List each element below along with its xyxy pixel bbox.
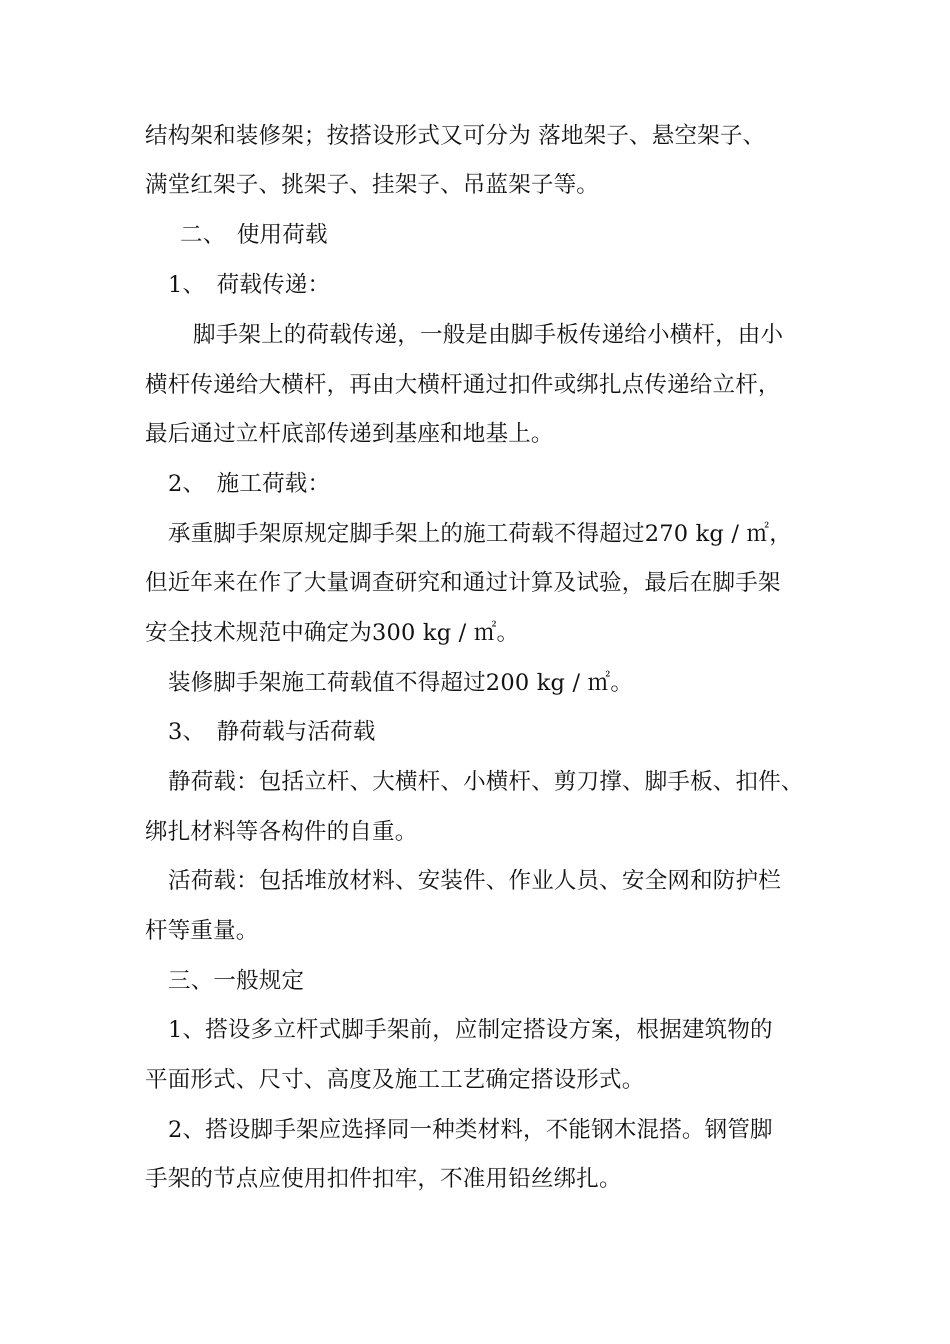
text-line: 2、搭设脚手架应选择同一种类材料，不能钢木混搭。钢管脚 [168, 1117, 773, 1143]
text-line: 横杆传递给大横杆，再由大横杆通过扣件或绑扎点传递给立杆， [145, 372, 781, 398]
text-line: 但近年来在作了大量调查研究和通过计算及试验，最后在脚手架 [145, 570, 781, 596]
section-heading: 二、 使用荷载 [180, 222, 328, 248]
subsection-heading: 1、 荷载传递： [168, 272, 331, 298]
text-line: 结构架和装修架；按搭设形式又可分为 落地架子、悬空架子、 [145, 123, 766, 149]
text-line: 满堂红架子、挑架子、挂架子、吊蓝架子等。 [145, 172, 600, 198]
text-line: 承重脚手架原规定脚手架上的施工荷载不得超过270 kg / ㎡， [168, 521, 792, 547]
text-line: 静荷载：包括立杆、大横杆、小横杆、剪刀撑、脚手板、扣件、 [168, 769, 804, 795]
subsection-heading: 3、 静荷载与活荷载 [168, 719, 376, 745]
text-line: 脚手架上的荷载传递，一般是由脚手板传递给小横杆，由小 [193, 322, 784, 348]
text-line: 活荷载：包括堆放材料、安装件、作业人员、安全网和防护栏 [168, 868, 781, 894]
section-heading: 三、一般规定 [168, 968, 305, 994]
text-line: 平面形式、尺寸、高度及施工工艺确定搭设形式。 [145, 1067, 645, 1093]
text-line: 安全技术规范中确定为300 kg / ㎡。 [145, 620, 520, 646]
text-line: 杆等重量。 [145, 918, 259, 944]
text-line: 绑扎材料等各构件的自重。 [145, 819, 418, 845]
subsection-heading: 2、 施工荷载： [168, 471, 331, 497]
text-line: 最后通过立杆底部传递到基座和地基上。 [145, 421, 554, 447]
text-line: 手架的节点应使用扣件扣牢，不准用铅丝绑扎。 [145, 1166, 622, 1192]
text-line: 装修脚手架施工荷载值不得超过200 kg / ㎡。 [168, 670, 634, 696]
text-line: 1、搭设多立杆式脚手架前，应制定搭设方案，根据建筑物的 [168, 1017, 773, 1043]
